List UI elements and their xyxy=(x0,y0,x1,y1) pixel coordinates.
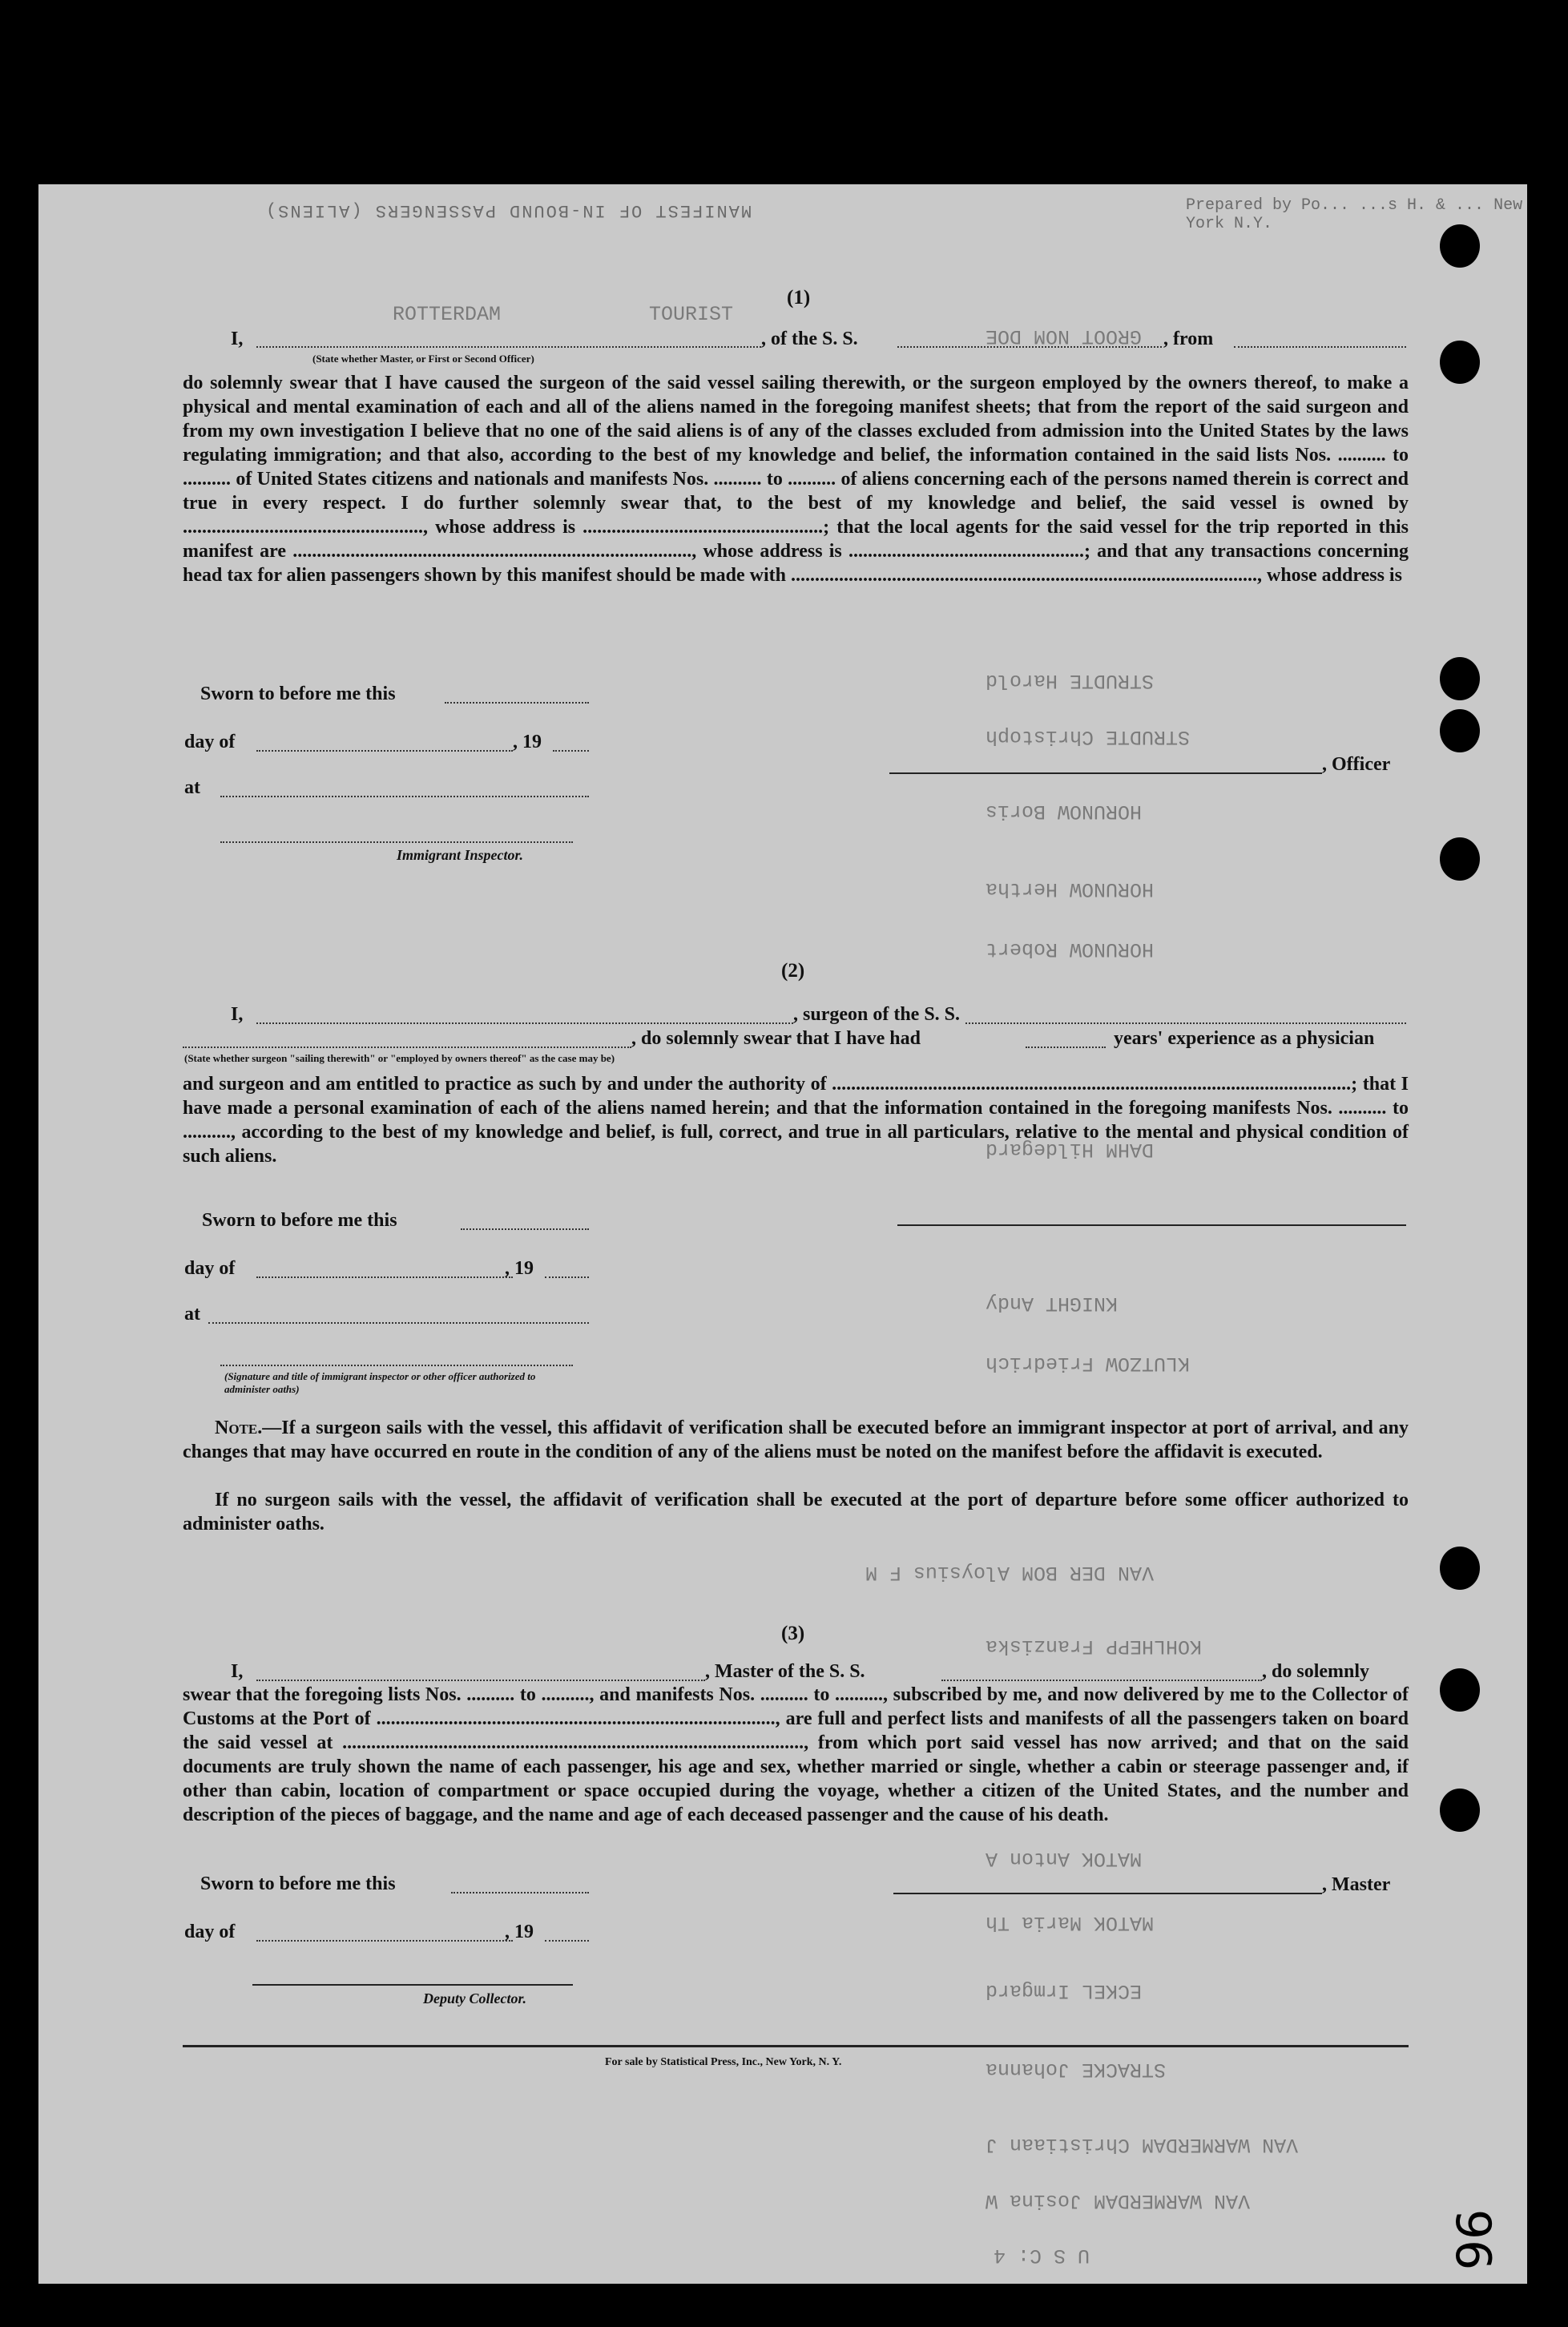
years-label: years' experience as a physician xyxy=(1114,1028,1375,1049)
bleed-name: KOHLHEPP Franziska xyxy=(986,1635,1203,1658)
year-line-1 xyxy=(553,750,589,752)
bleed-name: ECKEL Irmgard xyxy=(986,1979,1143,2002)
footer-rule xyxy=(183,2045,1409,2047)
day-of-label-2: day of xyxy=(184,1258,236,1279)
inspector-caption: Immigrant Inspector. xyxy=(397,847,524,863)
day-of-line-1 xyxy=(256,750,513,752)
section-1-number: (1) xyxy=(787,287,811,309)
do-solemnly-label: , do solemnly xyxy=(1262,1661,1370,1682)
bleed-name: STRACKE Johanna xyxy=(986,2058,1167,2081)
bleed-name: VAN WARMERDAM Josina W xyxy=(986,2189,1251,2212)
bleed-name: U S C: 4 xyxy=(994,2244,1090,2267)
punch-hole xyxy=(1440,1789,1480,1832)
bleed-name: VAN DER BOM Aloysius F M xyxy=(865,1561,1155,1584)
surgeon-status-line xyxy=(183,1047,631,1048)
year-label-3: , 19 xyxy=(505,1922,534,1942)
punch-hole xyxy=(1440,341,1480,384)
bleed-name: VAN WARMERDAM Christiaan J xyxy=(986,2133,1299,2156)
year-line-2 xyxy=(545,1276,589,1278)
day-of-label-1: day of xyxy=(184,732,236,752)
port-label: ROTTERDAM xyxy=(393,303,502,326)
bleed-name: MATOK Anton A xyxy=(986,1847,1143,1870)
master-label: , Master xyxy=(1322,1874,1391,1895)
day-of-line-2 xyxy=(256,1276,513,1278)
sworn-line-2 xyxy=(461,1228,589,1230)
section-3-number: (3) xyxy=(781,1623,805,1644)
day-of-label-3: day of xyxy=(184,1922,236,1942)
note-paragraph-1 xyxy=(183,1416,1409,1464)
bleed-name: HORUNOW Boris xyxy=(986,800,1143,823)
note-label: Note. xyxy=(215,1418,263,1438)
signature-line-2 xyxy=(220,1365,573,1366)
surgeon-signature-line xyxy=(897,1224,1406,1226)
bleed-name: DAHM Hildegard xyxy=(986,1138,1155,1161)
collector-line xyxy=(252,1984,573,1986)
sworn-line-1 xyxy=(445,702,589,704)
inspector-line xyxy=(220,841,573,843)
years-line xyxy=(1026,1047,1106,1048)
sworn-label-3: Sworn to before me this xyxy=(200,1873,396,1894)
sworn-line-3 xyxy=(451,1892,589,1893)
surgeon-name-line xyxy=(256,1022,793,1024)
at-line-2 xyxy=(208,1322,589,1324)
from-label: , from xyxy=(1163,329,1214,349)
master3-name-line xyxy=(256,1680,705,1681)
of-ss-label: , of the S. S. xyxy=(761,329,858,349)
sworn-label-1: Sworn to before me this xyxy=(200,684,396,704)
surgeon-vessel-line xyxy=(965,1022,1406,1024)
punch-hole xyxy=(1440,837,1480,881)
master3-vessel-line xyxy=(941,1680,1262,1681)
bleed-name: STRUDTE Harold xyxy=(986,669,1155,692)
punch-hole xyxy=(1440,709,1480,752)
sworn-label-2: Sworn to before me this xyxy=(202,1210,397,1231)
bleed-name: HORUNOW Hertha xyxy=(986,877,1155,901)
section-3-i: I, xyxy=(231,1661,244,1682)
officer-line xyxy=(889,772,1322,774)
punch-hole xyxy=(1440,1547,1480,1590)
bleed-name: KLUTZOW Friedrich xyxy=(986,1352,1191,1375)
day-of-line-3 xyxy=(256,1940,513,1942)
year-line-3 xyxy=(545,1940,589,1942)
bleed-name: HORUNOW Robert xyxy=(986,938,1155,961)
section-3-body: swear that the foregoing lists Nos. .......... to .........., and manifests Nos. .......... to .........., subscribed by me, and now delivered by me to the Collector of Customs at the Port of ..................................................................................., are full and perfect lists and manifests of all the passengers taken on board the said vessel at ................................................................................................, from which port said vessel has now arrived; and that on the said documents are truly shown the name of each passenger, his age and sex, whether married or single, whether a cabin or steerage passenger and, if other than cabin, location of compartment or space occupied during the voyage, whether a citizen of the United States, and the number and description of the pieces of baggage, and the name and age of each deceased passenger and the cause of his death. xyxy=(183,1684,1409,1825)
swear-label: , do solemnly swear that I have had xyxy=(631,1028,921,1049)
section-1-i: I, xyxy=(231,329,244,349)
footer-sale: For sale by Statistical Press, Inc., New York, N. Y. xyxy=(605,2056,842,2068)
section-2-number: (2) xyxy=(781,960,805,982)
section-2-i: I, xyxy=(231,1004,244,1025)
at-line-1 xyxy=(220,796,589,797)
handwritten-page-number: 96 xyxy=(1445,2208,1501,2271)
note-paragraph-2: If no surgeon sails with the vessel, the affidavit of verification shall be executed at the port of departure before some officer authorized to administer oaths. xyxy=(183,1490,1409,1535)
prepared-by: Prepared by Po... ...s H. & ... New York N.Y. xyxy=(1186,196,1523,233)
master-name-line xyxy=(256,346,761,348)
master-of-label: , Master of the S. S. xyxy=(705,1661,865,1682)
punch-hole xyxy=(1440,657,1480,700)
section-2-body: and surgeon and am entitled to practice as such by and under the authority of ............................................................................................................; that I have made a personal examination of each of the aliens named herein; and that the information contained in the foregoing manifests Nos. .......... to .........., according to the best of my knowledge and belief, is full, correct, and true in all particulars, relative to the mental and physical condition of such aliens. xyxy=(183,1074,1409,1167)
at-label-2: at xyxy=(184,1304,200,1325)
year-label-1: , 19 xyxy=(513,732,542,752)
surgeon-of-label: , surgeon of the S. S. xyxy=(793,1004,961,1025)
bleed-name: KNIGHT Andy xyxy=(986,1292,1119,1315)
at-label-1: at xyxy=(184,777,200,798)
punch-hole xyxy=(1440,1668,1480,1712)
collector-caption: Deputy Collector. xyxy=(423,1990,526,2006)
bleed-name: STRUDTE Christoph xyxy=(986,725,1191,748)
master-caption: (State whether Master, or First or Second Officer) xyxy=(312,353,534,365)
note-text-1: —If a surgeon sails with the vessel, this affidavit of verification shall be executed before an immigrant inspector at port of arrival, and any changes that may have occurred en route in the condition of any of the aliens must be noted on the manifest before the affidavit is executed. xyxy=(183,1418,1409,1462)
from-line xyxy=(1234,346,1406,348)
surgeon-caption: (State whether surgeon "sailing therewith" or "employed by owners thereof" as the case may be) xyxy=(184,1052,615,1064)
manifest-title: MANIFEST OF IN-BOUND PASSENGERS (ALIENS) xyxy=(264,200,752,220)
class-label: TOURIST xyxy=(649,303,734,326)
bleed-name: MATOK Maria Th xyxy=(986,1911,1155,1934)
vessel-name: GROOT NOM DOE xyxy=(986,325,1143,348)
signature-caption-2: (Signature and title of immigrant inspector or other officer authorized to administer oaths) xyxy=(224,1370,536,1395)
section-1-body: do solemnly swear that I have caused the surgeon of the said vessel sailing therewith, or the surgeon employed by the owners thereof, to make a physical and mental examination of each and all of the aliens named in the foregoing manifest sheets; that from the report of the said surgeon and from my own investigation I believe that no one of the said aliens is of any of the classes excluded from admission into the United States by the laws regulating immigration; and that also, according to the best of my knowledge and belief, the information contained in the said lists Nos. .......... to .......... of United States citizens and nationals and manifests Nos. .......... to .......... of aliens concerning each of the persons named therein is correct and true in every respect. I do further solemnly swear that, to the best of my knowledge and belief, the said vessel is owned by .................................................., whose address is ..................................................; that the local agents for the said vessel for the trip reported in this manifest are ..................................................................................., whose address is .................................................; and that any transactions concerning head tax for alien passengers shown by this manifest should be made with ................................................................................................., whose address is xyxy=(183,373,1409,586)
officer-label: , Officer xyxy=(1322,754,1391,775)
master3-signature-line xyxy=(893,1893,1322,1894)
year-label-2: , 19 xyxy=(505,1258,534,1279)
